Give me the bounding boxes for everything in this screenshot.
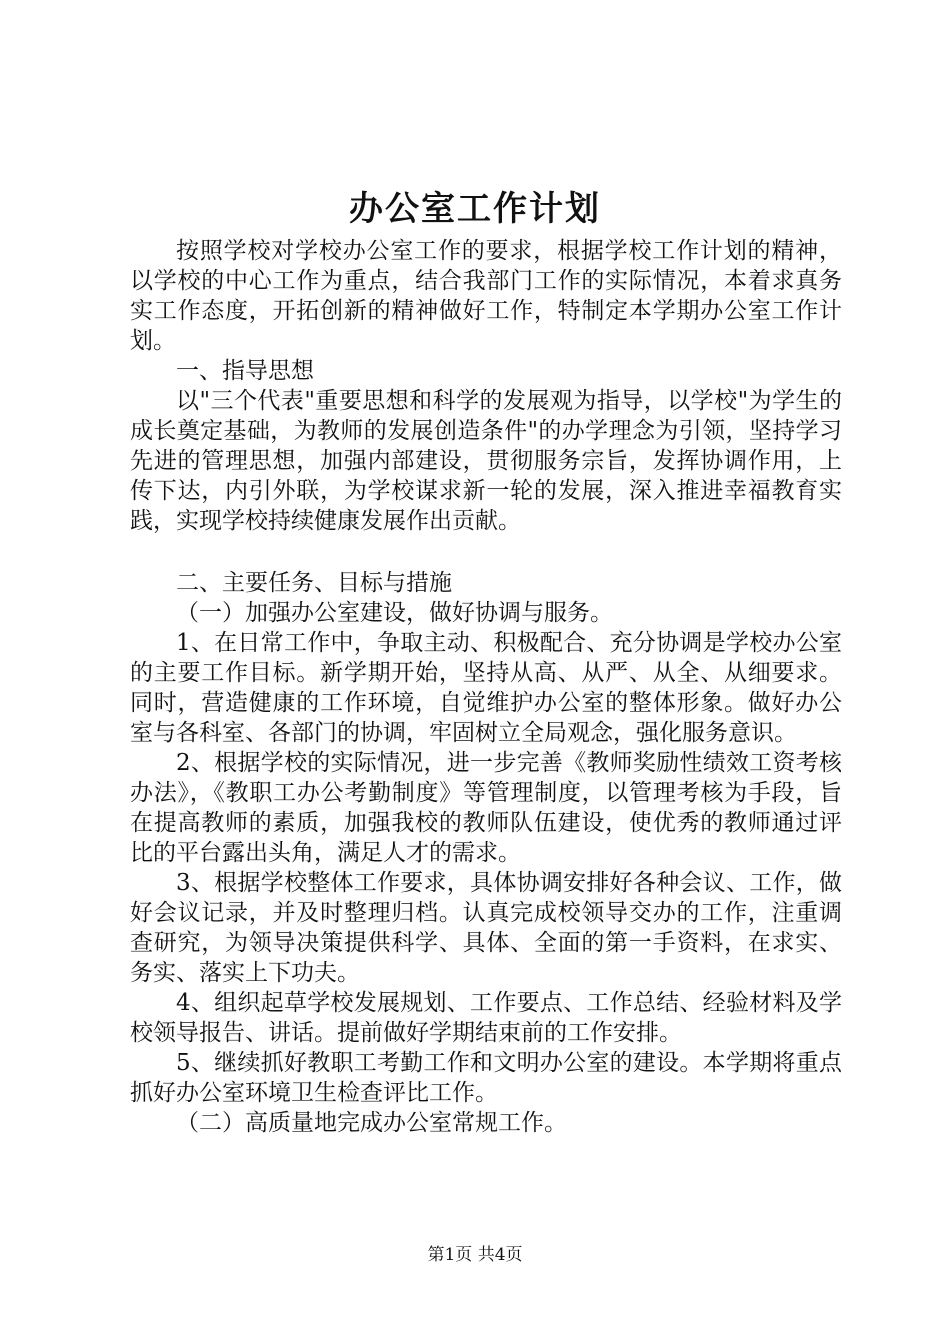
- document-title: 办公室工作计划: [349, 189, 601, 229]
- subsection-heading-routine-work: （二）高质量地完成办公室常规工作。: [176, 1110, 567, 1136]
- section-heading-guiding-thought: 一、指导思想: [176, 358, 314, 384]
- task-item-3: 3、根据学校整体工作要求，具体协调安排好各种会议、工作，做好会议记录，并及时整理归档。认真完成校领导交办的工作，注重调查研究，为领导决策提供科学、具体、全面的第一手资料，在求实、务实、落实上下功夫。: [130, 870, 842, 986]
- task-item-5: 5、继续抓好教职工考勤工作和文明办公室的建设。本学期将重点抓好办公室环境卫生检查评比工作。: [130, 1050, 842, 1106]
- intro-paragraph: 按照学校对学校办公室工作的要求，根据学校工作计划的精神，以学校的中心工作为重点，结合我部门工作的实际情况，本着求真务实工作态度，开拓创新的精神做好工作，特制定本学期办公室工作计划。: [130, 238, 842, 354]
- subsection-heading-office-building: （一）加强办公室建设，做好协调与服务。: [176, 600, 613, 626]
- section-heading-main-tasks: 二、主要任务、目标与措施: [176, 570, 452, 596]
- task-item-2: 2、根据学校的实际情况，进一步完善《教师奖励性绩效工资考核办法》，《教职工办公考勤制度》等管理制度，以管理考核为手段，旨在提高教师的素质，加强我校的教师队伍建设，使优秀的教师通过评比的平台露出头角，满足人才的需求。: [130, 750, 842, 866]
- task-item-4: 4、组织起草学校发展规划、工作要点、工作总结、经验材料及学校领导报告、讲话。提前做好学期结束前的工作安排。: [130, 990, 842, 1046]
- guiding-thought-paragraph: 以"三个代表"重要思想和科学的发展观为指导，以学校"为学生的成长奠定基础，为教师的发展创造条件"的办学理念为引领，坚持学习先进的管理思想，加强内部建设，贯彻服务宗旨，发挥协调作用，上传下达，内引外联，为学校谋求新一轮的发展，深入推进幸福教育实践，实现学校持续健康发展作出贡献。: [130, 388, 842, 534]
- task-item-1: 1、在日常工作中，争取主动、积极配合、充分协调是学校办公室的主要工作目标。新学期开始，坚持从高、从严、从全、从细要求。同时，营造健康的工作环境，自觉维护办公室的整体形象。做好办公室与各科室、各部门的协调，牢固树立全局观念，强化服务意识。: [130, 630, 842, 746]
- document-body: [130, 236, 842, 1138]
- page-number-footer: 第1页 共4页: [427, 1245, 523, 1265]
